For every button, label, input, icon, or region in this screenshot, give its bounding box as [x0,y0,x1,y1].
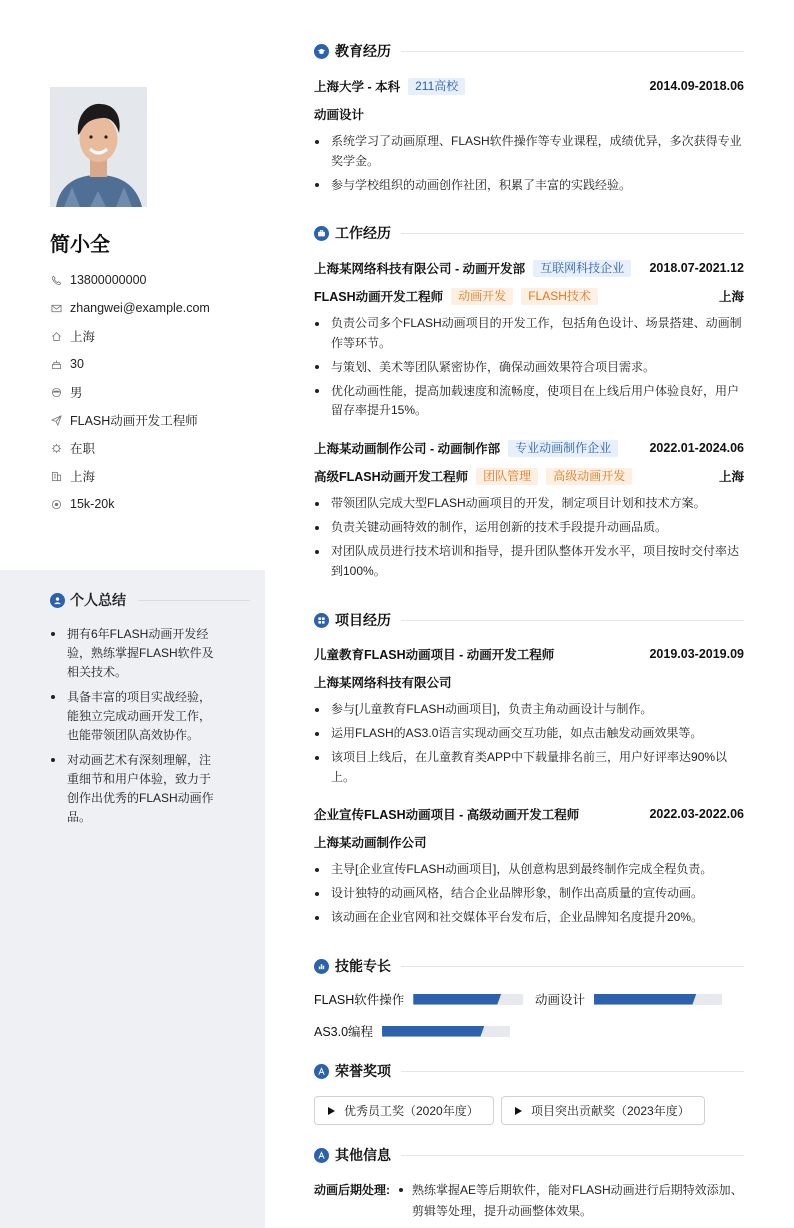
home-icon [50,330,62,342]
company-tag: 专业动画制作企业 [508,440,618,457]
list-item: 主导[企业宣传FLASH动画项目]，从创意构思到最终制作完成全程负责。 [314,860,744,880]
school-tag: 211高校 [408,78,465,95]
skill-bar [382,1026,510,1037]
send-icon [50,414,62,426]
project-company-row [314,833,744,851]
company-name: 上海某动画制作公司 - 动画制作部 [314,442,501,456]
award-icon [314,1064,329,1079]
job-period: 2022.01-2024.06 [649,441,744,455]
position: 高级FLASH动画开发工程师 [314,470,469,484]
divider [138,600,250,601]
play-icon [515,1107,522,1115]
project-company: 上海某动画制作公司 [314,836,427,850]
divider [401,1155,744,1156]
contact-gender [50,378,260,406]
award-label: 优秀员工奖（2020年度） [344,1104,479,1118]
project-name: 企业宣传FLASH动画项目 - 高级动画开发工程师 [314,808,580,822]
education-details [314,132,744,200]
divider [401,620,744,621]
summary-list [50,625,215,833]
list-item: 熟练掌握AE等后期软件，能对FLASH动画进行后期特效添加、剪辑等处理，提升动画整体效果。 [394,1180,744,1222]
work-section-title [314,223,744,243]
job-header [314,259,744,277]
contact-value: FLASH动画开发工程师 [70,414,198,428]
project-period: 2022.03-2022.06 [649,807,744,821]
project-company: 上海某网络科技有限公司 [314,676,452,690]
contact-email [50,294,260,322]
skill-bar [413,994,523,1005]
age-icon [50,358,62,370]
skill-item [535,992,722,1006]
grid-icon [314,613,329,628]
list-item: 负责关键动画特效的制作，运用创新的技术手段提升动画品质。 [314,518,744,538]
section-title: 技能专长 [335,958,391,974]
company-name: 上海某网络科技有限公司 - 动画开发部 [314,262,526,276]
list-item: 该动画在企业官网和社交媒体平台发布后，企业品牌知名度提升20%。 [314,908,744,928]
awards-section-title [314,1061,744,1081]
contact-value: 上海 [70,470,96,484]
building-icon [50,470,62,482]
skill-name: FLASH软件操作 [314,993,405,1007]
skill-tag: 高级动画开发 [546,468,632,485]
list-item: 运用FLASH的AS3.0语言实现动画交互功能，如点击触发动画效果等。 [314,724,744,744]
list-item: 负责公司多个FLASH动画项目的开发工作，包括角色设计、场景搭建、动画制作等环节。 [314,314,744,353]
skill-tag: FLASH技术 [521,288,598,305]
briefcase-icon [314,226,329,241]
other-info [314,1180,744,1222]
divider [401,233,744,234]
list-item: 拥有6年FLASH动画开发经验，熟练掌握FLASH软件及相关技术。 [50,625,215,682]
award-label: 项目突出贡献奖（2023年度） [531,1104,690,1118]
job-city: 上海 [718,470,744,484]
summary-section-title [50,590,250,610]
contact-value: 15k-20k [70,497,115,511]
skill-bar-fill [413,994,501,1005]
list-item: 系统学习了动画原理、FLASH软件操作等专业课程，成绩优异，多次获得专业奖学金。 [314,132,744,171]
education-major-row [314,105,744,123]
person-name: 简小全 [50,234,110,256]
skill-bar [594,994,722,1005]
section-title: 工作经历 [335,225,391,241]
project-details [314,700,744,792]
school-name: 上海大学 - 本科 [314,80,401,94]
list-item: 参与[儿童教育FLASH动画项目]，负责主角动画设计与制作。 [314,700,744,720]
graduation-cap-icon [314,44,329,59]
job-period: 2018.07-2021.12 [649,261,744,275]
other-label: 动画后期处理: [314,1183,390,1197]
info-icon [314,1148,329,1163]
education-section-title [314,41,744,61]
play-icon [328,1107,335,1115]
avatar [50,87,147,207]
salary-icon [50,498,62,510]
list-item: 该项目上线后，在儿童教育类APP中下载量排名前三，用户好评率达90%以上。 [314,748,744,787]
position: FLASH动画开发工程师 [314,290,444,304]
skill-name: 动画设计 [535,993,586,1007]
skills-section-title [314,956,744,976]
job-city: 上海 [718,290,744,304]
other-list [394,1180,744,1222]
job-header [314,439,744,457]
award-item [501,1096,705,1125]
section-title: 其他信息 [335,1147,391,1163]
list-item: 具备丰富的项目实战经验，能独立完成动画开发工作，也能带领团队高效协作。 [50,688,215,745]
job-details [314,494,744,586]
summary-title: 个人总结 [70,592,126,608]
skill-tag: 团队管理 [476,468,538,485]
section-title: 教育经历 [335,43,391,59]
company-tag: 互联网科技企业 [533,260,631,277]
project-company-row [314,673,744,691]
job-position-row [314,287,744,305]
status-icon [50,442,62,454]
contact-value: 在职 [70,442,96,456]
list-item: 优化动画性能，提高加载速度和流畅度，使项目在上线后用户体验良好，用户留存率提升15%。 [314,382,744,421]
contact-value: 30 [70,357,84,371]
user-icon [50,593,65,608]
list-item: 参与学校组织的动画创作社团，积累了丰富的实践经验。 [314,176,744,196]
contact-city [50,322,260,350]
project-name: 儿童教育FLASH动画项目 - 动画开发工程师 [314,648,555,662]
contact-position [50,406,260,434]
bar-chart-icon [314,959,329,974]
project-details [314,860,744,932]
skill-bar-fill [382,1026,484,1037]
contact-value: 男 [70,386,83,400]
major: 动画设计 [314,108,365,122]
list-item: 对团队成员进行技术培训和指导，提升团队整体开发水平，项目按时交付率达到100%。 [314,542,744,581]
portrait-photo [50,87,147,207]
phone-icon [50,274,62,286]
project-header [314,805,744,823]
skill-bar-fill [594,994,696,1005]
divider [401,1071,744,1072]
award-item [314,1096,494,1125]
contact-salary [50,490,260,518]
other-section-title [314,1145,744,1165]
skill-item [314,1024,510,1038]
contact-value: 上海 [70,330,96,344]
list-item: 带领团队完成大型FLASH动画项目的开发，制定项目计划和技术方案。 [314,494,744,514]
project-header [314,645,744,663]
contact-age [50,350,260,378]
contact-work-city [50,462,260,490]
projects-section-title [314,610,744,630]
job-details [314,314,744,425]
list-item: 设计独特的动画风格，结合企业品牌形象，制作出高质量的宣传动画。 [314,884,744,904]
contact-status [50,434,260,462]
education-header [314,77,744,95]
contact-list [50,266,260,518]
contact-value: zhangwei@example.com [70,301,210,315]
section-title: 荣誉奖项 [335,1063,391,1079]
section-title: 项目经历 [335,612,391,628]
project-period: 2019.03-2019.09 [649,647,744,661]
contact-value: 13800000000 [70,273,147,287]
list-item: 与策划、美术等团队紧密协作，确保动画效果符合项目需求。 [314,358,744,378]
mail-icon [50,302,62,314]
list-item: 对动画艺术有深刻理解，注重细节和用户体验，致力于创作出优秀的FLASH动画作品。 [50,751,215,827]
divider [401,966,744,967]
skill-item [314,992,523,1006]
skill-tag: 动画开发 [451,288,513,305]
gender-icon [50,386,62,398]
skill-name: AS3.0编程 [314,1025,374,1039]
education-period: 2014.09-2018.06 [649,79,744,93]
contact-phone [50,266,260,294]
job-position-row [314,467,744,485]
divider [401,51,744,52]
